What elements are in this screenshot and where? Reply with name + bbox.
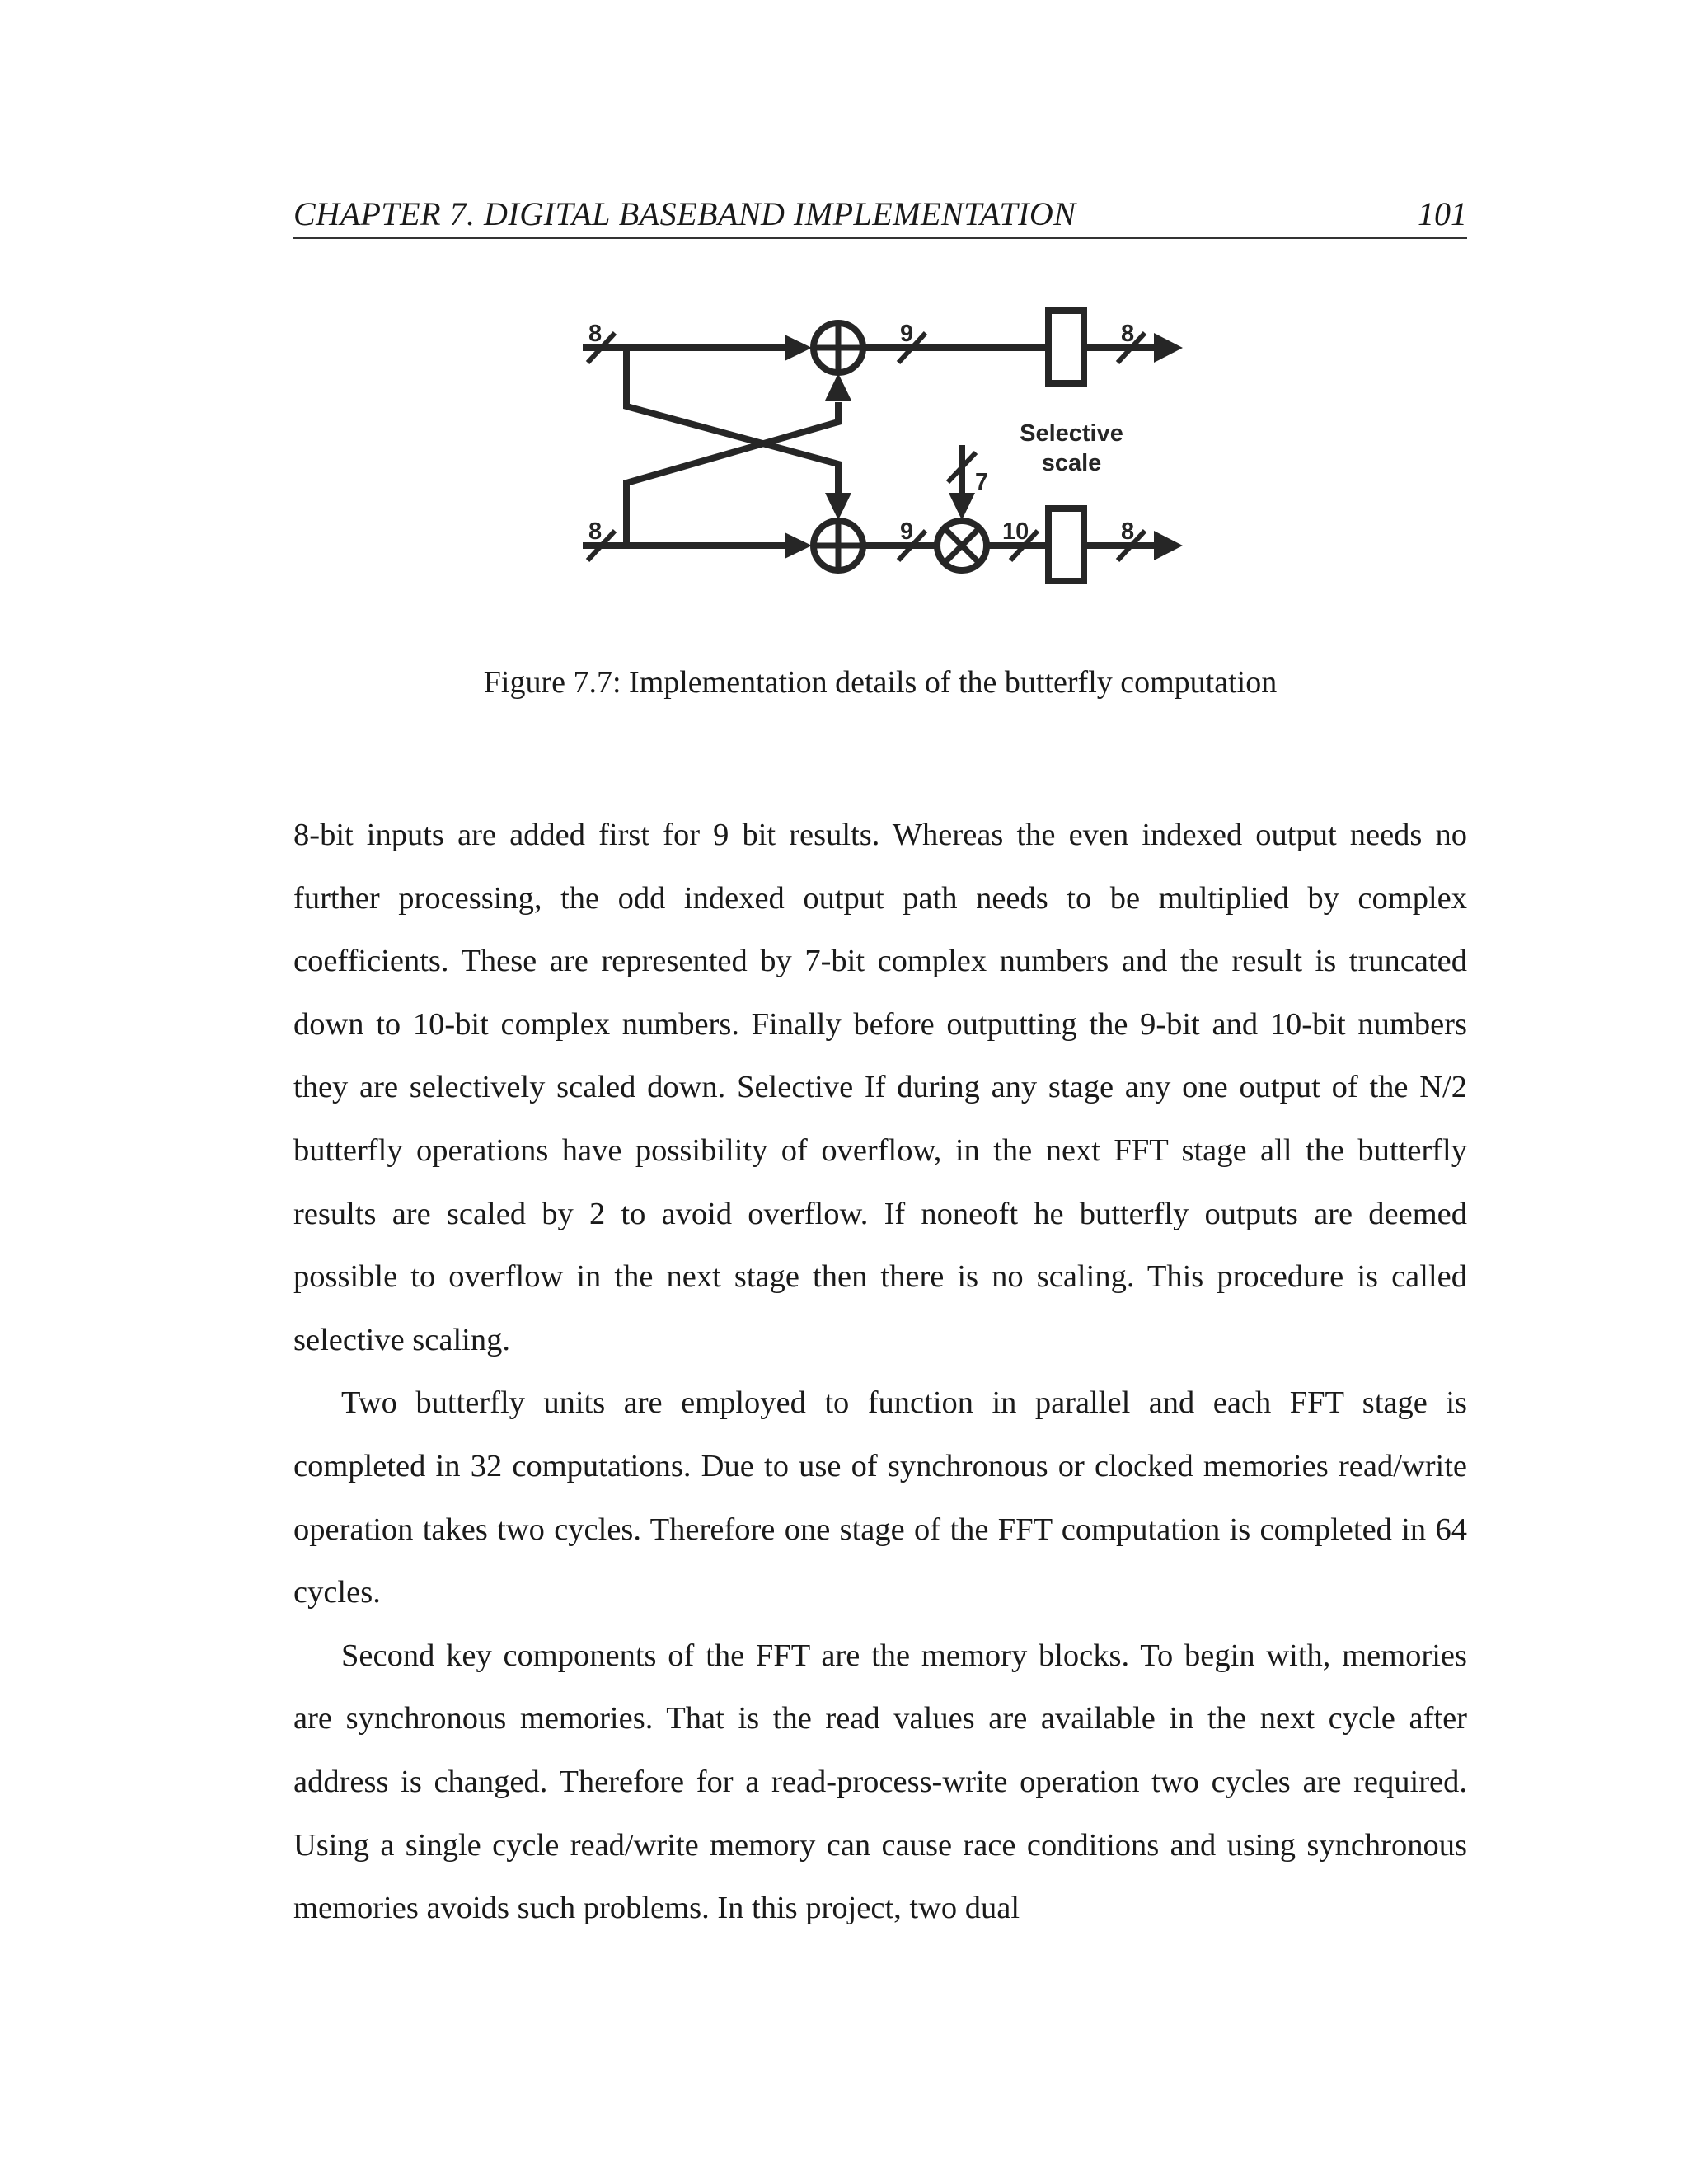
arrow-bottom-adder-down <box>825 493 851 520</box>
arrow-top-output <box>1154 333 1183 363</box>
butterfly-figure <box>0 0 1688 659</box>
arrow-top-adder-in <box>785 335 812 361</box>
label-scale: scale <box>1041 450 1102 476</box>
label-in-top-width: 8 <box>588 321 603 347</box>
arrow-multiplier-down <box>949 493 975 520</box>
paragraph-2: Two butterfly units are employed to function in parallel and each FFT stage is completed in 32 computations. Due to use of synchronous or clocked memories read/write operation takes two cycles. Therefore one stage of the FFT computation is completed in 64 cycles. <box>293 1385 1467 1610</box>
page-number: 101 <box>1418 195 1467 232</box>
paragraph-1: 8-bit inputs are added first for 9 bit results. Whereas the even indexed output needs no further processing, the odd indexed output path needs to be multiplied by complex coefficients. These are represented by 7-bit complex numbers and the result is truncated down to 10-bit complex numbers. Finally before outputting the 9-bit and 10-bit numbers they are selectively scaled down. Selective If during any stage any one output of the N/2 butterfly operations have possibility of overflow, in the next FFT stage all the butterfly results are scaled by 2 to avoid overflow. If noneoft he butterfly outputs are deemed possible to overflow in the next stage then there is no scaling. This procedure is called selective scaling. <box>293 818 1467 1357</box>
label-out-bottom-width: 8 <box>1121 518 1135 545</box>
label-sum-bottom-width: 9 <box>900 518 914 545</box>
body-text <box>293 804 1467 1940</box>
arrow-bottom-adder-in <box>785 532 812 559</box>
butterfly-diagram <box>0 0 1688 659</box>
figure-caption: Figure 7.7: Implementation details of the butterfly computation <box>483 665 1278 700</box>
paragraph-3: Second key components of the FFT are the memory blocks. To begin with, memories are synchronous memories. That is the read values are available in the next cycle after address is changed. Therefore for a read-process-write operation two cycles are required. Using a single cycle read/write memory can cause race conditions and using synchronous memories avoids such problems. In this project, two dual <box>293 1638 1467 1926</box>
top-scale-register <box>1048 311 1084 383</box>
arrow-bottom-output <box>1154 531 1183 560</box>
label-sum-top-width: 9 <box>900 321 914 347</box>
bottom-scale-register <box>1048 509 1084 581</box>
label-coef-width: 7 <box>975 469 989 495</box>
cross-bottom-to-top <box>626 402 838 546</box>
label-in-bottom-width: 8 <box>588 518 603 545</box>
label-product-width: 10 <box>1002 518 1029 545</box>
chapter-title: CHAPTER 7. DIGITAL BASEBAND IMPLEMENTATION <box>293 195 1076 232</box>
label-out-top-width: 8 <box>1121 321 1135 347</box>
arrow-top-adder-up <box>825 373 851 401</box>
label-selective: Selective <box>1020 420 1123 447</box>
